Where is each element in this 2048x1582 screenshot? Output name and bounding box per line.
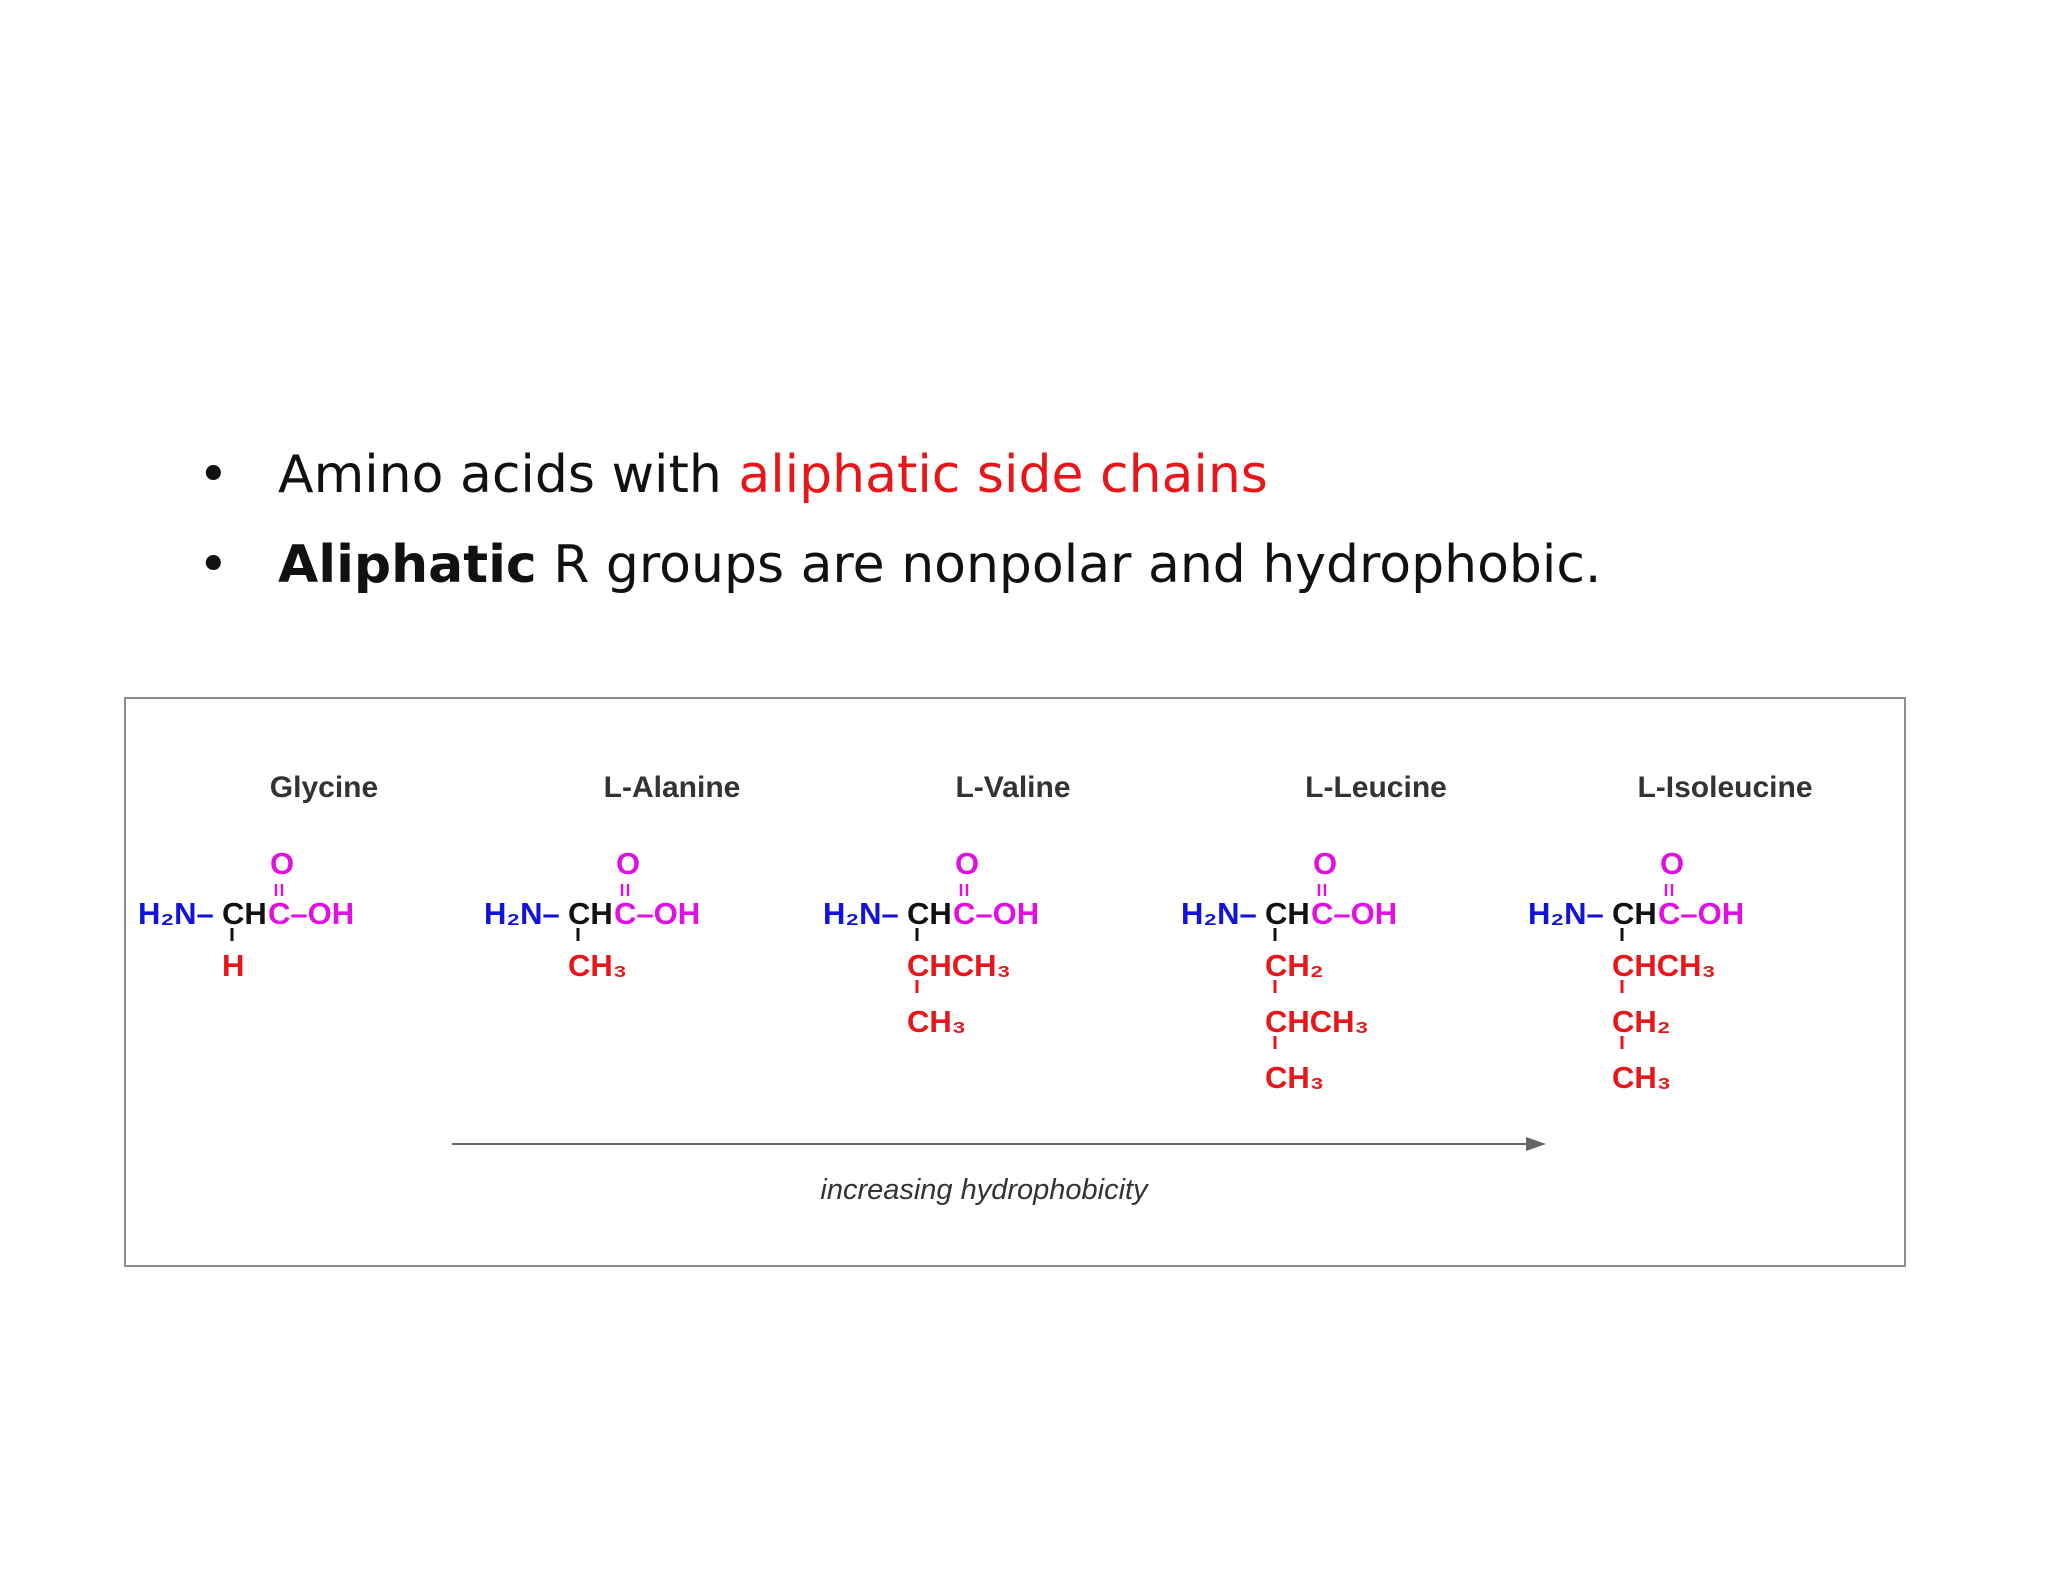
bullet-2-rest: R groups are nonpolar and hydrophobic. xyxy=(536,535,1602,595)
side-chain-group: CH₃ xyxy=(1612,1060,1672,1095)
amino-acid-name: Glycine xyxy=(269,771,379,804)
side-chain-group: CHCH₃ xyxy=(1265,1004,1369,1039)
alpha-carbon: CH xyxy=(1265,896,1310,931)
side-chain-group: CHCH₃ xyxy=(1612,948,1716,983)
amino-acid-name: L-Alanine xyxy=(603,771,741,804)
amino-acid-figure xyxy=(124,697,1906,1267)
side-chain-group: CH₃ xyxy=(907,1004,967,1039)
carbonyl-oxygen: O xyxy=(616,846,641,881)
side-chain-group: CH₃ xyxy=(568,948,628,983)
side-chain-group: CHCH₃ xyxy=(907,948,1011,983)
side-chain-group: CH₃ xyxy=(1265,1060,1325,1095)
bullet-dot-icon: • xyxy=(198,445,229,505)
carbonyl-oxygen: O xyxy=(1660,846,1685,881)
bullet-text-1 xyxy=(278,430,1268,520)
bullet-2-bold: Aliphatic xyxy=(278,535,537,595)
carbonyl-oxygen: O xyxy=(270,846,295,881)
carbonyl-oxygen: O xyxy=(1313,846,1338,881)
bullet-1-plain: Amino acids with xyxy=(278,445,739,505)
alpha-carbon: CH xyxy=(222,896,267,931)
side-chain-group: CH₂ xyxy=(1612,1004,1671,1039)
side-chain-group: H xyxy=(222,948,245,983)
carboxyl-group: C–OH xyxy=(1311,896,1398,931)
amine-group: H₂N– xyxy=(823,896,899,931)
bullet-text-2 xyxy=(278,520,1601,610)
bullet-1-highlight: aliphatic side chains xyxy=(738,445,1268,505)
carboxyl-group: C–OH xyxy=(268,896,355,931)
arrow-head-icon xyxy=(1526,1137,1546,1151)
amine-group: H₂N– xyxy=(1528,896,1604,931)
amine-group: H₂N– xyxy=(138,896,214,931)
amino-acid-name: L-Leucine xyxy=(1305,771,1447,804)
amino-acid-name: L-Isoleucine xyxy=(1637,771,1813,804)
carboxyl-group: C–OH xyxy=(1658,896,1745,931)
carbonyl-oxygen: O xyxy=(955,846,980,881)
amino-acid-name: L-Valine xyxy=(955,771,1071,804)
amine-group: H₂N– xyxy=(484,896,560,931)
side-chain-group: CH₂ xyxy=(1265,948,1324,983)
amine-group: H₂N– xyxy=(1181,896,1257,931)
alpha-carbon: CH xyxy=(1612,896,1657,931)
bullet-dot-icon: • xyxy=(198,535,229,595)
alpha-carbon: CH xyxy=(568,896,613,931)
carboxyl-group: C–OH xyxy=(953,896,1040,931)
alpha-carbon: CH xyxy=(907,896,952,931)
arrow-label: increasing hydrophobicity xyxy=(820,1174,1148,1206)
carboxyl-group: C–OH xyxy=(614,896,701,931)
amino-acid-structures-svg xyxy=(126,699,1908,1269)
